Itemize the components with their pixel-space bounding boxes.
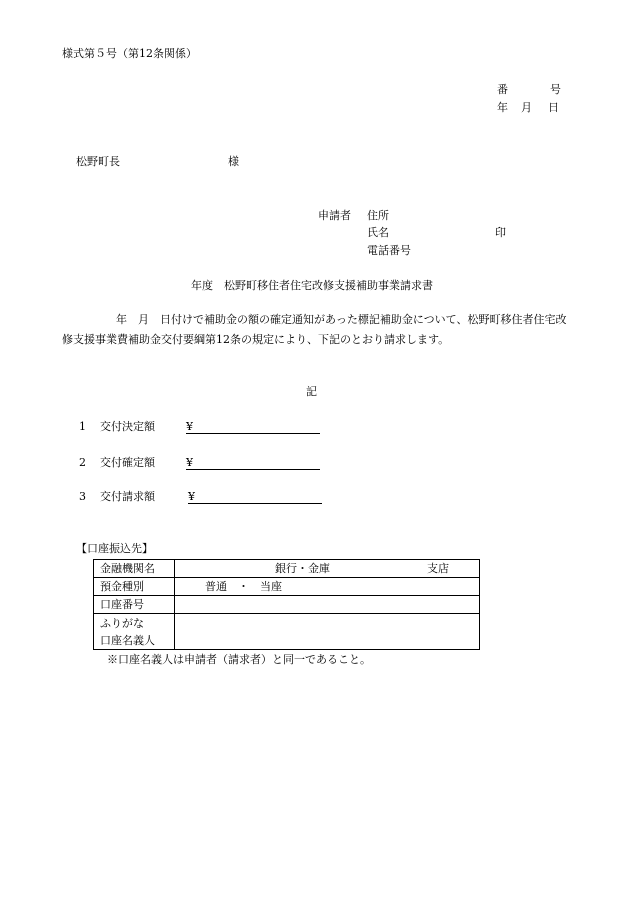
item-2-amount-field[interactable]: [186, 456, 320, 470]
bank-row-account-number: [94, 596, 480, 614]
applicant-address-label: 住所: [367, 209, 389, 222]
addressee-honorific: 様: [228, 155, 239, 168]
bank-type-text: 銀行・金庫: [275, 562, 330, 575]
deposit-type-field[interactable]: [175, 578, 480, 596]
furigana-label: ふりがな: [100, 616, 144, 630]
date-day-label: 日: [548, 101, 559, 114]
bank-institution-label: 金融機関名: [94, 560, 175, 578]
bank-heading: 【口座振込先】: [76, 542, 153, 555]
bank-institution-field[interactable]: [175, 560, 480, 578]
applicant-phone-label: 電話番号: [367, 244, 411, 257]
bank-note: ※口座名義人は申請者（請求者）と同一であること。: [107, 653, 371, 666]
item-3-number: 3: [79, 490, 86, 503]
ki-heading: 記: [306, 385, 317, 398]
form-number: 様式第５号（第12条関係）: [62, 47, 197, 60]
applicant-role: 申請者: [318, 209, 351, 222]
seal-mark: 印: [495, 226, 506, 239]
body-paragraph: [62, 310, 572, 350]
item-3-currency: ¥: [188, 490, 195, 503]
branch-text: 支店: [427, 562, 449, 575]
bank-table: [93, 559, 480, 650]
item-2-number: 2: [79, 456, 86, 469]
account-holder-label: [94, 614, 175, 650]
item-2-amount-line: [186, 456, 320, 470]
item-1-number: 1: [79, 420, 86, 433]
bank-row-deposit-type: [94, 578, 480, 596]
deposit-type-label: 預金種別: [94, 578, 175, 596]
addressee-name: 松野町長: [76, 155, 120, 168]
bank-row-institution: [94, 560, 480, 578]
doc-number-label: 番: [497, 83, 508, 96]
date-year-label: 年: [497, 101, 508, 114]
deposit-type-options: 普通 ・ 当座: [205, 580, 282, 593]
date-month-label: 月: [521, 101, 532, 114]
item-1-label: 交付決定額: [100, 420, 155, 433]
item-1-amount-line: [186, 420, 320, 434]
item-3-amount-field[interactable]: [188, 490, 322, 504]
item-3-amount-line: [188, 490, 322, 504]
account-number-field[interactable]: [175, 596, 480, 614]
document-title: 年度 松野町移住者住宅改修支援補助事業請求書: [191, 279, 433, 292]
bank-row-account-holder: [94, 614, 480, 650]
account-number-label: 口座番号: [94, 596, 175, 614]
doc-number-suffix: 号: [550, 83, 561, 96]
item-2-label: 交付確定額: [100, 456, 155, 469]
account-holder-field[interactable]: [175, 614, 480, 650]
item-1-amount-field[interactable]: [186, 420, 320, 434]
item-2-currency: ¥: [186, 456, 193, 469]
body-text: 年 月 日付けで補助金の額の確定通知があった標記補助金について、松野町移住者住宅改修支援事業費補助金交付要綱第12条の規定により、下記のとおり請求します。: [62, 313, 567, 346]
item-3-label: 交付請求額: [100, 490, 155, 503]
item-1-currency: ¥: [186, 420, 193, 433]
applicant-name-label: 氏名: [367, 226, 389, 239]
account-holder-name-label: 口座名義人: [100, 633, 155, 647]
